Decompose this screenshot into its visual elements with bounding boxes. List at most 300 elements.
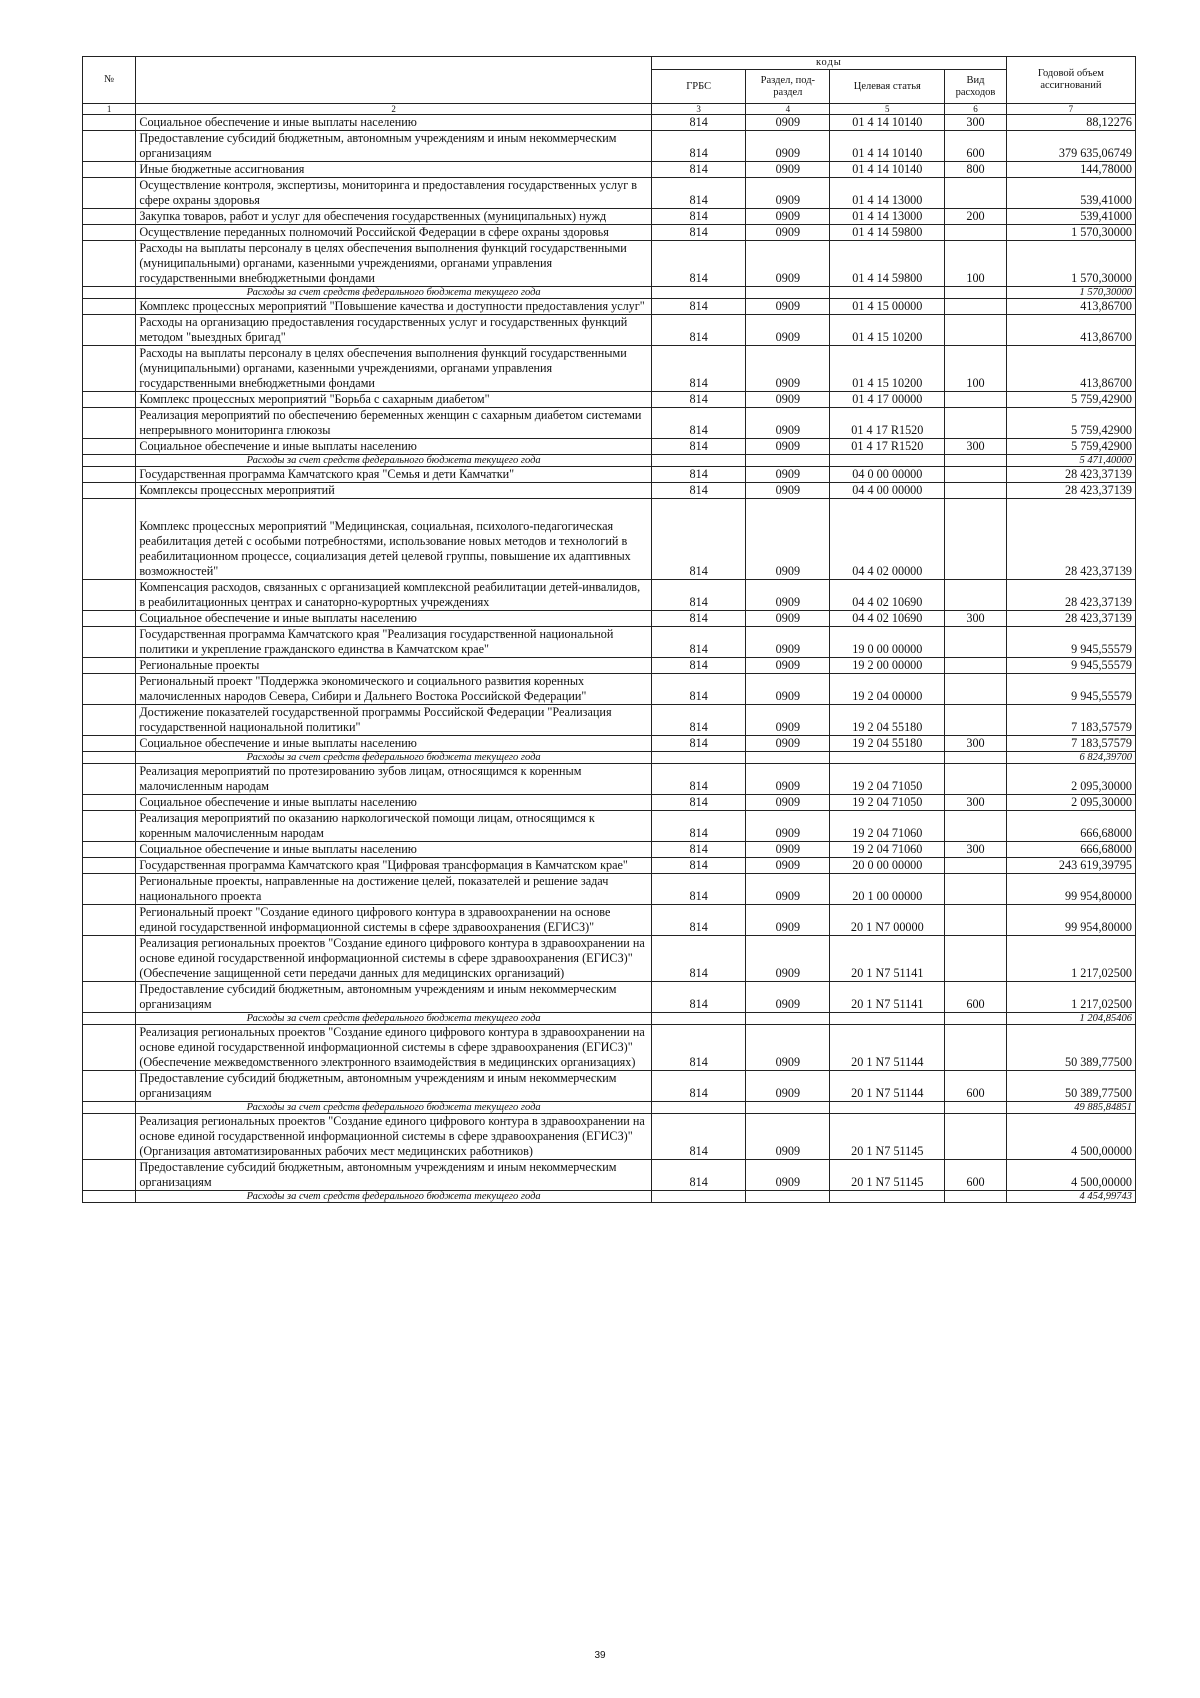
header-razdel: Раздел, под-раздел (746, 70, 830, 104)
grbs-cell (652, 1191, 746, 1203)
amount-cell: 7 183,57579 (1006, 736, 1135, 752)
grbs-cell: 814 (652, 580, 746, 611)
amount-cell: 413,86700 (1006, 299, 1135, 315)
item-name-cell: Региональные проекты, направленные на достижение целей, показателей и решение задач национального проекта (136, 874, 652, 905)
amount-cell: 28 423,37139 (1006, 467, 1135, 483)
header-row-codes (83, 57, 1136, 70)
table-row (83, 982, 1136, 1013)
table-row (83, 811, 1136, 842)
grbs-cell: 814 (652, 674, 746, 705)
row-number-cell (83, 439, 136, 455)
item-name-cell: Реализация мероприятий по обеспечению беременных женщин с сахарным диабетом системами непрерывного мониторинга глюкозы (136, 408, 652, 439)
table-row (83, 1160, 1136, 1191)
target-article-cell: 20 1 N7 51145 (830, 1114, 945, 1160)
razdel-cell: 0909 (746, 241, 830, 287)
item-name-cell: Комплексы процессных мероприятий (136, 483, 652, 499)
target-article-cell: 19 2 04 71050 (830, 764, 945, 795)
amount-cell: 1 204,85406 (1006, 1013, 1135, 1025)
item-name-cell: Расходы на организацию предоставления государственных услуг и государственных функций методом "выездных бригад" (136, 315, 652, 346)
table-row (83, 408, 1136, 439)
col-index: 3 (652, 104, 746, 115)
grbs-cell: 814 (652, 162, 746, 178)
target-article-cell: 19 2 04 55180 (830, 736, 945, 752)
razdel-cell: 0909 (746, 115, 830, 131)
row-number-cell (83, 241, 136, 287)
razdel-cell: 0909 (746, 1071, 830, 1102)
item-name-cell: Социальное обеспечение и иные выплаты населению (136, 115, 652, 131)
expense-type-cell (945, 178, 1007, 209)
expense-type-cell (945, 764, 1007, 795)
row-number-cell (83, 811, 136, 842)
target-article-cell: 20 1 N7 51145 (830, 1160, 945, 1191)
razdel-cell: 0909 (746, 209, 830, 225)
item-name-cell: Предоставление субсидий бюджетным, автономным учреждениям и иным некоммерческим организациям (136, 1160, 652, 1191)
table-row (83, 874, 1136, 905)
item-name-cell: Компенсация расходов, связанных с организацией комплексной реабилитации детей-инвалидов, в реабилитационных центрах и санаторно-курортных учреждениях (136, 580, 652, 611)
col-index: 1 (83, 104, 136, 115)
expense-type-cell (945, 315, 1007, 346)
row-number-cell (83, 408, 136, 439)
federal-budget-row (83, 752, 1136, 764)
item-name-cell: Иные бюджетные ассигнования (136, 162, 652, 178)
row-number-cell (83, 209, 136, 225)
grbs-cell: 814 (652, 874, 746, 905)
target-article-cell: 04 4 02 10690 (830, 611, 945, 627)
item-name-cell: Региональный проект "Поддержка экономического и социального развития коренных малочисленных народов Севера, Сибири и Дальнего Востока Российской Федерации" (136, 674, 652, 705)
row-number-cell (83, 499, 136, 580)
table-row (83, 209, 1136, 225)
row-number-cell (83, 1025, 136, 1071)
expense-type-cell (945, 483, 1007, 499)
amount-cell: 5 471,40000 (1006, 455, 1135, 467)
item-name-cell: Реализация региональных проектов "Создание единого цифрового контура в здравоохранении на основе единой государственной информационной системы в сфере здравоохранения (ЕГИСЗ)" (Обеспечение межведомственного электронного взаимодействия в медицинских организациях) (136, 1025, 652, 1071)
grbs-cell: 814 (652, 1160, 746, 1191)
row-number-cell (83, 580, 136, 611)
row-number-cell (83, 795, 136, 811)
expense-type-cell (945, 905, 1007, 936)
razdel-cell: 0909 (746, 346, 830, 392)
razdel-cell: 0909 (746, 736, 830, 752)
grbs-cell: 814 (652, 299, 746, 315)
razdel-cell: 0909 (746, 874, 830, 905)
row-number-cell (83, 1191, 136, 1203)
amount-cell: 99 954,80000 (1006, 874, 1135, 905)
amount-cell: 2 095,30000 (1006, 795, 1135, 811)
amount-cell: 1 217,02500 (1006, 936, 1135, 982)
col-index: 4 (746, 104, 830, 115)
grbs-cell: 814 (652, 131, 746, 162)
grbs-cell: 814 (652, 483, 746, 499)
target-article-cell: 04 4 02 10690 (830, 580, 945, 611)
razdel-cell (746, 1013, 830, 1025)
table-row (83, 858, 1136, 874)
amount-cell: 28 423,37139 (1006, 499, 1135, 580)
expense-type-cell (945, 1013, 1007, 1025)
target-article-cell: 19 2 04 55180 (830, 705, 945, 736)
expense-type-cell: 300 (945, 611, 1007, 627)
row-number-cell (83, 842, 136, 858)
item-name-cell: Расходы за счет средств федерального бюджета текущего года (136, 1102, 652, 1114)
row-number-cell (83, 467, 136, 483)
target-article-cell (830, 1191, 945, 1203)
grbs-cell: 814 (652, 178, 746, 209)
expense-type-cell (945, 225, 1007, 241)
table-row (83, 674, 1136, 705)
razdel-cell: 0909 (746, 392, 830, 408)
target-article-cell: 19 2 04 71060 (830, 842, 945, 858)
expense-type-cell: 100 (945, 346, 1007, 392)
item-name-cell: Осуществление контроля, экспертизы, мониторинга и предоставления государственных услуг в сфере охраны здоровья (136, 178, 652, 209)
header-sum: Годовой объем ассигнований (1006, 57, 1135, 104)
razdel-cell: 0909 (746, 178, 830, 209)
grbs-cell: 814 (652, 811, 746, 842)
target-article-cell: 19 0 00 00000 (830, 627, 945, 658)
row-number-cell (83, 1071, 136, 1102)
grbs-cell: 814 (652, 225, 746, 241)
amount-cell: 539,41000 (1006, 178, 1135, 209)
razdel-cell (746, 287, 830, 299)
row-number-cell (83, 858, 136, 874)
row-number-cell (83, 705, 136, 736)
item-name-cell: Осуществление переданных полномочий Российской Федерации в сфере охраны здоровья (136, 225, 652, 241)
target-article-cell: 04 0 00 00000 (830, 467, 945, 483)
expense-type-cell: 300 (945, 736, 1007, 752)
razdel-cell: 0909 (746, 1114, 830, 1160)
item-name-cell: Государственная программа Камчатского края "Семья и дети Камчатки" (136, 467, 652, 483)
row-number-cell (83, 905, 136, 936)
grbs-cell: 814 (652, 858, 746, 874)
expense-type-cell (945, 1102, 1007, 1114)
grbs-cell (652, 455, 746, 467)
razdel-cell: 0909 (746, 299, 830, 315)
razdel-cell: 0909 (746, 162, 830, 178)
item-name-cell: Реализация мероприятий по оказанию наркологической помощи лицам, относящимся к коренным малочисленным народам (136, 811, 652, 842)
item-name-cell: Комплекс процессных мероприятий "Борьба с сахарным диабетом" (136, 392, 652, 408)
table-row (83, 1025, 1136, 1071)
row-number-cell (83, 736, 136, 752)
target-article-cell (830, 1013, 945, 1025)
expense-type-cell: 300 (945, 842, 1007, 858)
target-article-cell: 01 4 17 R1520 (830, 439, 945, 455)
razdel-cell: 0909 (746, 499, 830, 580)
table-row (83, 842, 1136, 858)
amount-cell: 9 945,55579 (1006, 674, 1135, 705)
expense-type-cell: 600 (945, 1160, 1007, 1191)
expense-type-cell (945, 408, 1007, 439)
budget-table (82, 56, 1136, 1203)
expense-type-cell: 800 (945, 162, 1007, 178)
amount-cell: 5 759,42900 (1006, 408, 1135, 439)
row-number-cell (83, 674, 136, 705)
row-number-cell (83, 225, 136, 241)
header-codes: коды (652, 57, 1007, 70)
expense-type-cell (945, 658, 1007, 674)
amount-cell: 5 759,42900 (1006, 392, 1135, 408)
expense-type-cell (945, 467, 1007, 483)
item-name-cell: Расходы на выплаты персоналу в целях обеспечения выполнения функций государственными (муниципальными) органами, казенными учреждениями, органами управления государственными внебюджетными фондами (136, 241, 652, 287)
federal-budget-row (83, 1102, 1136, 1114)
target-article-cell: 20 1 N7 00000 (830, 905, 945, 936)
expense-type-cell (945, 392, 1007, 408)
amount-cell: 666,68000 (1006, 842, 1135, 858)
razdel-cell: 0909 (746, 658, 830, 674)
razdel-cell: 0909 (746, 1160, 830, 1191)
table-row (83, 936, 1136, 982)
grbs-cell: 814 (652, 764, 746, 795)
row-number-cell (83, 1114, 136, 1160)
razdel-cell (746, 1191, 830, 1203)
amount-cell: 1 570,30000 (1006, 287, 1135, 299)
amount-cell: 28 423,37139 (1006, 483, 1135, 499)
target-article-cell: 19 2 04 71060 (830, 811, 945, 842)
row-number-cell (83, 392, 136, 408)
federal-budget-row (83, 287, 1136, 299)
razdel-cell: 0909 (746, 842, 830, 858)
target-article-cell: 20 1 00 00000 (830, 874, 945, 905)
razdel-cell: 0909 (746, 627, 830, 658)
table-row (83, 705, 1136, 736)
amount-cell: 1 217,02500 (1006, 982, 1135, 1013)
item-name-cell: Региональные проекты (136, 658, 652, 674)
grbs-cell: 814 (652, 627, 746, 658)
col-index: 2 (136, 104, 652, 115)
grbs-cell: 814 (652, 315, 746, 346)
amount-cell: 4 500,00000 (1006, 1160, 1135, 1191)
header-expense-type: Вид расходов (945, 70, 1007, 104)
amount-cell: 4 500,00000 (1006, 1114, 1135, 1160)
razdel-cell: 0909 (746, 674, 830, 705)
grbs-cell: 814 (652, 408, 746, 439)
expense-type-cell (945, 674, 1007, 705)
item-name-cell: Расходы на выплаты персоналу в целях обеспечения выполнения функций государственными (муниципальными) органами, казенными учреждениями, органами управления государственными внебюджетными фондами (136, 346, 652, 392)
grbs-cell: 814 (652, 115, 746, 131)
item-name-cell: Социальное обеспечение и иные выплаты населению (136, 611, 652, 627)
amount-cell: 666,68000 (1006, 811, 1135, 842)
row-number-cell (83, 1102, 136, 1114)
expense-type-cell: 600 (945, 982, 1007, 1013)
target-article-cell: 01 4 14 13000 (830, 209, 945, 225)
grbs-cell: 814 (652, 705, 746, 736)
target-article-cell: 20 1 N7 51141 (830, 982, 945, 1013)
amount-cell: 413,86700 (1006, 346, 1135, 392)
grbs-cell: 814 (652, 1114, 746, 1160)
col-index: 7 (1006, 104, 1135, 115)
expense-type-cell (945, 1025, 1007, 1071)
grbs-cell: 814 (652, 842, 746, 858)
grbs-cell: 814 (652, 241, 746, 287)
expense-type-cell (945, 627, 1007, 658)
header-row-index (83, 104, 1136, 115)
grbs-cell: 814 (652, 658, 746, 674)
grbs-cell: 814 (652, 905, 746, 936)
expense-type-cell: 600 (945, 1071, 1007, 1102)
row-number-cell (83, 1013, 136, 1025)
table-row (83, 611, 1136, 627)
table-row (83, 483, 1136, 499)
table-row (83, 225, 1136, 241)
amount-cell: 50 389,77500 (1006, 1025, 1135, 1071)
target-article-cell: 20 1 N7 51141 (830, 936, 945, 982)
razdel-cell: 0909 (746, 580, 830, 611)
col-index: 6 (945, 104, 1007, 115)
grbs-cell: 814 (652, 467, 746, 483)
header-num: № (83, 57, 136, 104)
grbs-cell: 814 (652, 499, 746, 580)
expense-type-cell: 200 (945, 209, 1007, 225)
item-name-cell: Достижение показателей государственной программы Российской Федерации "Реализация государственной национальной политики" (136, 705, 652, 736)
item-name-cell: Реализация мероприятий по протезированию зубов лицам, относящимся к коренным малочисленным народам (136, 764, 652, 795)
table-body (83, 115, 1136, 1203)
target-article-cell: 01 4 14 59800 (830, 225, 945, 241)
razdel-cell: 0909 (746, 225, 830, 241)
target-article-cell: 01 4 17 R1520 (830, 408, 945, 439)
amount-cell: 413,86700 (1006, 315, 1135, 346)
razdel-cell: 0909 (746, 905, 830, 936)
amount-cell: 243 619,39795 (1006, 858, 1135, 874)
target-article-cell (830, 1102, 945, 1114)
amount-cell: 7 183,57579 (1006, 705, 1135, 736)
table-row (83, 131, 1136, 162)
amount-cell: 28 423,37139 (1006, 580, 1135, 611)
row-number-cell (83, 1160, 136, 1191)
table-row (83, 905, 1136, 936)
item-name-cell: Расходы за счет средств федерального бюджета текущего года (136, 1191, 652, 1203)
target-article-cell (830, 287, 945, 299)
expense-type-cell (945, 299, 1007, 315)
federal-budget-row (83, 455, 1136, 467)
row-number-cell (83, 162, 136, 178)
col-index: 5 (830, 104, 945, 115)
expense-type-cell (945, 752, 1007, 764)
expense-type-cell (945, 858, 1007, 874)
table-row (83, 764, 1136, 795)
target-article-cell: 01 4 14 10140 (830, 162, 945, 178)
razdel-cell: 0909 (746, 705, 830, 736)
expense-type-cell (945, 287, 1007, 299)
amount-cell: 539,41000 (1006, 209, 1135, 225)
item-name-cell: Комплекс процессных мероприятий "Медицинская, социальная, психолого-педагогическая реабилитация детей с особыми потребностями, использование новых методов и технологий в реабилитационном процессе, социализация детей целевой группы, повышение их адаптивных возможностей" (136, 499, 652, 580)
razdel-cell: 0909 (746, 1025, 830, 1071)
row-number-cell (83, 764, 136, 795)
target-article-cell (830, 455, 945, 467)
item-name-cell: Социальное обеспечение и иные выплаты населению (136, 795, 652, 811)
razdel-cell: 0909 (746, 483, 830, 499)
razdel-cell: 0909 (746, 811, 830, 842)
table-row (83, 178, 1136, 209)
target-article-cell: 19 2 04 71050 (830, 795, 945, 811)
expense-type-cell (945, 811, 1007, 842)
row-number-cell (83, 315, 136, 346)
item-name-cell: Расходы за счет средств федерального бюджета текущего года (136, 455, 652, 467)
target-article-cell: 01 4 14 59800 (830, 241, 945, 287)
expense-type-cell: 600 (945, 131, 1007, 162)
expense-type-cell (945, 499, 1007, 580)
razdel-cell: 0909 (746, 936, 830, 982)
item-name-cell: Социальное обеспечение и иные выплаты населению (136, 842, 652, 858)
grbs-cell (652, 1013, 746, 1025)
razdel-cell (746, 455, 830, 467)
table-row (83, 392, 1136, 408)
grbs-cell: 814 (652, 1071, 746, 1102)
item-name-cell: Расходы за счет средств федерального бюджета текущего года (136, 287, 652, 299)
table-row (83, 162, 1136, 178)
row-number-cell (83, 131, 136, 162)
table-row (83, 499, 1136, 580)
expense-type-cell: 300 (945, 115, 1007, 131)
table-row (83, 795, 1136, 811)
header-target-article: Целевая статья (830, 70, 945, 104)
row-number-cell (83, 455, 136, 467)
grbs-cell: 814 (652, 982, 746, 1013)
target-article-cell: 20 1 N7 51144 (830, 1025, 945, 1071)
target-article-cell: 20 1 N7 51144 (830, 1071, 945, 1102)
header-name (136, 57, 652, 104)
amount-cell: 88,12276 (1006, 115, 1135, 131)
table-row (83, 241, 1136, 287)
target-article-cell: 01 4 15 10200 (830, 346, 945, 392)
item-name-cell: Расходы за счет средств федерального бюджета текущего года (136, 1013, 652, 1025)
row-number-cell (83, 346, 136, 392)
table-row (83, 299, 1136, 315)
razdel-cell: 0909 (746, 467, 830, 483)
table-row (83, 439, 1136, 455)
grbs-cell: 814 (652, 346, 746, 392)
table-row (83, 627, 1136, 658)
razdel-cell: 0909 (746, 764, 830, 795)
razdel-cell (746, 752, 830, 764)
grbs-cell: 814 (652, 392, 746, 408)
razdel-cell: 0909 (746, 131, 830, 162)
grbs-cell: 814 (652, 1025, 746, 1071)
row-number-cell (83, 982, 136, 1013)
target-article-cell: 01 4 17 00000 (830, 392, 945, 408)
razdel-cell: 0909 (746, 982, 830, 1013)
item-name-cell: Государственная программа Камчатского края "Цифровая трансформация в Камчатском крае" (136, 858, 652, 874)
header-grbs: ГРБС (652, 70, 746, 104)
amount-cell: 1 570,30000 (1006, 241, 1135, 287)
razdel-cell: 0909 (746, 408, 830, 439)
table-row (83, 467, 1136, 483)
row-number-cell (83, 936, 136, 982)
row-number-cell (83, 627, 136, 658)
expense-type-cell (945, 705, 1007, 736)
grbs-cell: 814 (652, 795, 746, 811)
amount-cell: 5 759,42900 (1006, 439, 1135, 455)
row-number-cell (83, 287, 136, 299)
grbs-cell: 814 (652, 209, 746, 225)
target-article-cell: 01 4 14 10140 (830, 115, 945, 131)
amount-cell: 6 824,39700 (1006, 752, 1135, 764)
amount-cell: 50 389,77500 (1006, 1071, 1135, 1102)
target-article-cell: 19 2 04 00000 (830, 674, 945, 705)
target-article-cell (830, 752, 945, 764)
target-article-cell: 01 4 15 00000 (830, 299, 945, 315)
table-row (83, 115, 1136, 131)
table-row (83, 580, 1136, 611)
item-name-cell: Региональный проект "Создание единого цифрового контура в здравоохранении на основе единой государственной информационной системы в сфере здравоохранения (ЕГИСЗ)" (136, 905, 652, 936)
razdel-cell: 0909 (746, 858, 830, 874)
row-number-cell (83, 299, 136, 315)
amount-cell: 49 885,84851 (1006, 1102, 1135, 1114)
item-name-cell: Предоставление субсидий бюджетным, автономным учреждениям и иным некоммерческим организациям (136, 1071, 652, 1102)
amount-cell: 2 095,30000 (1006, 764, 1135, 795)
item-name-cell: Комплекс процессных мероприятий "Повышение качества и доступности предоставления услуг" (136, 299, 652, 315)
grbs-cell: 814 (652, 611, 746, 627)
row-number-cell (83, 874, 136, 905)
table-row (83, 315, 1136, 346)
amount-cell: 9 945,55579 (1006, 658, 1135, 674)
razdel-cell: 0909 (746, 315, 830, 346)
